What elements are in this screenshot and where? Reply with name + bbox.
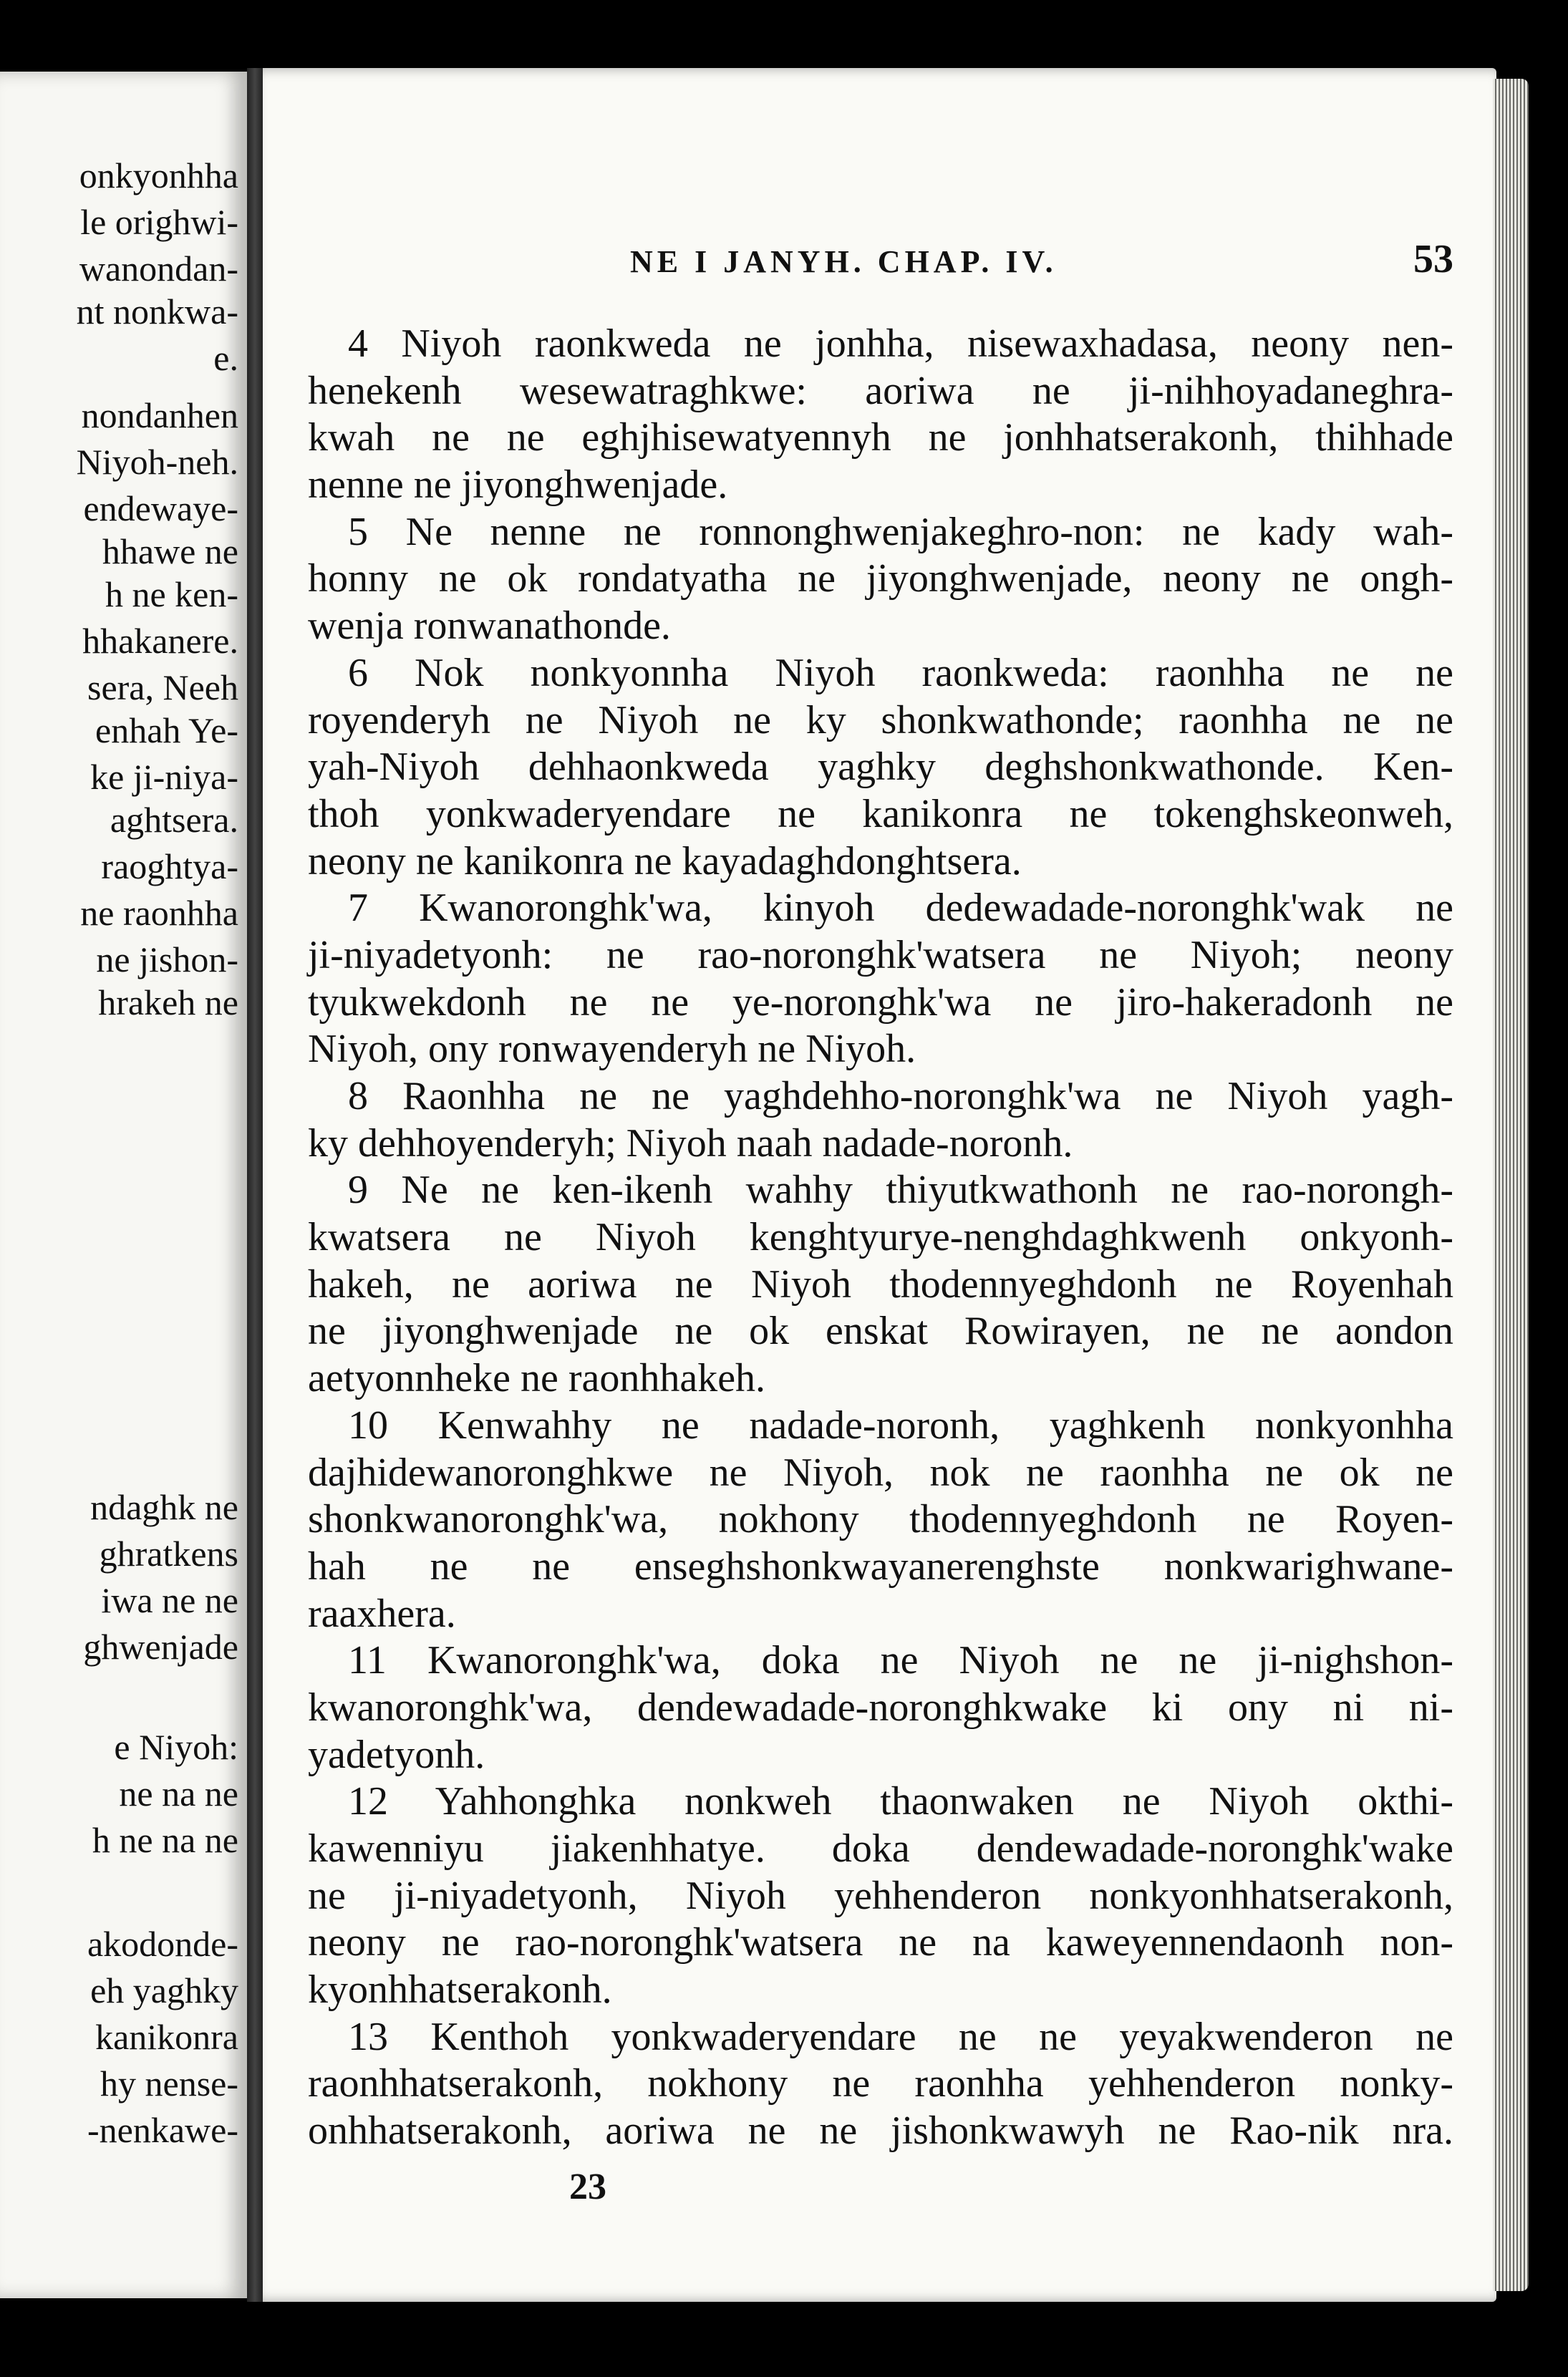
facing-page-line: hhawe ne <box>102 531 238 571</box>
text-line: neony ne kanikonra ne kayadaghdonghtsera. <box>308 838 1022 883</box>
text-line: yadetyonh. <box>308 1732 485 1777</box>
text-line: nenne ne jiyonghwenjade. <box>308 463 728 508</box>
verse-first-line: 7 Kwanoronghk'wa, kinyoh dedewadade-noronghk'wak ne <box>348 886 1453 931</box>
facing-page-line: endewaye- <box>83 488 238 528</box>
facing-page-line: h ne ken- <box>105 574 238 614</box>
text-line: kwah ne ne eghjhisewatyennyh ne jonhhatserakonh, thihhade <box>308 415 1453 460</box>
text-line: hakeh, ne aoriwa ne Niyoh thodennyeghdonh ne Royenhah <box>308 1262 1453 1307</box>
text-line: wenja ronwanathonde. <box>308 604 671 649</box>
facing-page-line: ne jishon- <box>96 939 238 979</box>
facing-page-line: ghwenjade <box>83 1627 238 1667</box>
verse-first-line: 12 Yahhonghka nonkweh thaonwaken ne Niyoh okthi- <box>348 1779 1453 1824</box>
verse-first-line: 11 Kwanoronghk'wa, doka ne Niyoh ne ne ji-nighshon- <box>348 1638 1453 1683</box>
verse-first-line: 8 Raonhha ne ne yaghdehho-noronghk'wa ne Niyoh yagh- <box>348 1074 1453 1118</box>
facing-page-line: ne raonhha <box>80 893 238 933</box>
facing-page-line: raoghtya- <box>101 846 238 886</box>
verse-first-line: 10 Kenwahhy ne nadade-noronh, yaghkenh nonkyonhha <box>348 1403 1453 1448</box>
text-line: raaxhera. <box>308 1591 456 1636</box>
facing-page-line: e. <box>213 338 238 378</box>
text-line: Niyoh, ony ronwayenderyh ne Niyoh. <box>308 1027 916 1072</box>
facing-page-line: ke ji-niya- <box>90 757 238 797</box>
facing-page-line: wanondan- <box>79 248 238 289</box>
facing-page-line: onkyonhha <box>79 155 238 195</box>
text-line: kyonhhatserakonh. <box>308 1967 612 2013</box>
running-head-title: NE I JANYH. CHAP. IV. <box>630 244 1058 279</box>
verse-first-line: 4 Niyoh raonkweda ne jonhha, nisewaxhadasa, neony nen- <box>348 321 1453 366</box>
facing-page-line: e Niyoh: <box>114 1727 238 1767</box>
text-line: onhhatserakonh, aoriwa ne ne jishonkwawyh ne Rao-nik nra. <box>308 2109 1453 2154</box>
text-line: ne ji-niyadetyonh, Niyoh yehhenderon nonkyonhhatserakonh, <box>308 1873 1453 1918</box>
page-number: 53 <box>1413 237 1453 281</box>
facing-page-line: hhakanere. <box>82 621 238 661</box>
chapter-text <box>308 321 1453 2155</box>
facing-page-line: aghtsera. <box>110 800 238 840</box>
text-line: dajhidewanoronghkwe ne Niyoh, nok ne raonhha ne ok ne <box>308 1450 1453 1495</box>
facing-page-line: nt nonkwa- <box>76 291 238 331</box>
facing-page-line: hy nense- <box>100 2063 238 2104</box>
facing-page-line: h ne na ne <box>92 1820 238 1860</box>
text-line: yah-Niyoh dehhaonkweda yaghky deghshonkwathonde. Ken- <box>308 745 1453 790</box>
facing-page-line: ghratkens <box>99 1534 238 1574</box>
facing-page-line: enhah Ye- <box>95 710 238 750</box>
facing-page-line: -nenkawe- <box>87 2110 238 2150</box>
facing-page-text <box>0 72 247 2298</box>
signature-mark: 23 <box>569 2167 606 2207</box>
facing-page-line: sera, Neeh <box>87 667 238 707</box>
facing-page-line: iwa ne ne <box>101 1580 238 1620</box>
verse-first-line: 5 Ne nenne ne ronnonghwenjakeghro-non: ne kady wah- <box>348 509 1453 554</box>
text-line: kwanoronghk'wa, dendewadade-noronghkwake ki ony ni ni- <box>308 1685 1453 1730</box>
verse-first-line: 13 Kenthoh yonkwaderyendare ne ne yeyakwenderon ne <box>348 2014 1453 2059</box>
running-head <box>308 236 1453 294</box>
text-line: ji-niyadetyonh: ne rao-noronghk'watsera ne Niyoh; neony <box>308 932 1453 977</box>
facing-page-line: hrakeh ne <box>98 982 238 1022</box>
text-line: hah ne ne enseghshonkwayanerenghste nonkwarighwane- <box>308 1544 1453 1589</box>
facing-page-line: nondanhen <box>81 395 238 435</box>
text-line: honny ne ok rondatyatha ne jiyonghwenjade, neony ne ongh- <box>308 556 1453 601</box>
text-line: royenderyh ne Niyoh ne ky shonkwathonde; raonhha ne ne <box>308 697 1453 742</box>
facing-page-line: le orighwi- <box>80 202 238 242</box>
text-line: kawenniyu jiakenhhatye. doka dendewadade-noronghk'wake <box>308 1826 1453 1871</box>
text-line: neony ne rao-noronghk'watsera ne na kaweyennendaonh non- <box>308 1920 1453 1965</box>
book-gutter <box>247 68 263 2302</box>
text-line: raonhhatserakonh, nokhony ne raonhha yehhenderon nonky- <box>308 2061 1453 2106</box>
facing-page <box>0 72 253 2298</box>
text-line: kwatsera ne Niyoh kenghtyurye-nenghdaghkwenh onkyonh- <box>308 1215 1453 1260</box>
facing-page-line: Niyoh-neh. <box>76 442 238 482</box>
facing-page-line: kanikonra <box>95 2017 238 2057</box>
verse-first-line: 9 Ne ne ken-ikenh wahhy thiyutkwathonh ne rao-norongh- <box>348 1168 1453 1213</box>
facing-page-line: ndaghk ne <box>90 1487 238 1527</box>
text-line: ne jiyonghwenjade ne ok enskat Rowirayen, ne ne aondon <box>308 1309 1453 1354</box>
verse-first-line: 6 Nok nonkyonnha Niyoh raonkweda: raonhha ne ne <box>348 650 1453 695</box>
facing-page-line: eh yaghky <box>90 1970 238 2010</box>
text-line: ky dehhoyenderyh; Niyoh naah nadade-noronh. <box>308 1120 1073 1166</box>
text-line: shonkwanoronghk'wa, nokhony thodennyeghdonh ne Royen- <box>308 1497 1453 1542</box>
page-edges <box>1493 79 1529 2291</box>
facing-page-line: akodonde- <box>87 1924 238 1964</box>
text-line: aetyonnheke ne raonhhakeh. <box>308 1356 766 1401</box>
facing-page-line: ne na ne <box>119 1773 238 1814</box>
text-line: henekenh wesewatraghkwe: aoriwa ne ji-nihhoyadaneghra- <box>308 368 1453 413</box>
text-line: tyukwekdonh ne ne ye-noronghk'wa ne jiro-hakeradonh ne <box>308 979 1453 1025</box>
text-line: thoh yonkwaderyendare ne kanikonra ne tokenghskeonweh, <box>308 791 1453 836</box>
